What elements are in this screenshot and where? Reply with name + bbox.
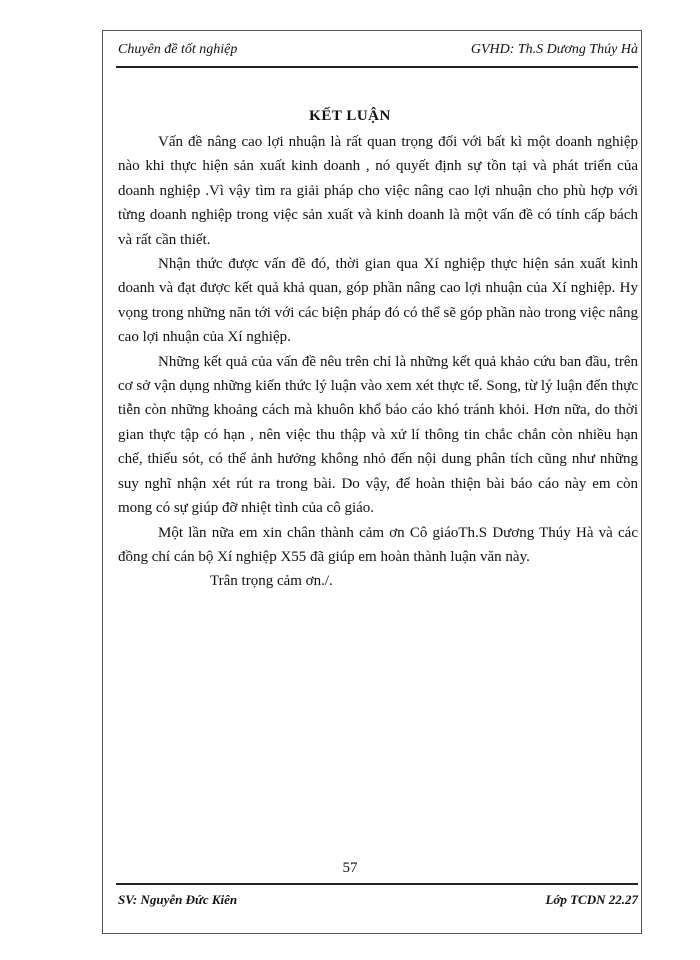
section-title: KẾT LUẬN bbox=[309, 108, 391, 124]
paragraph-3: Những kết quả của vấn đề nêu trên chỉ là những kết quả khảo cứu ban đầu, trên cơ sở vận dụng những kiến thức lý luận vào xem xét thực tế. Song, từ lý luận đến thực tiễn còn những khoảng cách mà khuôn khổ báo cáo khó tránh khỏi. Hơn nữa, do thời gian thực tập có hạn , nên việc thu thập và xử lí thông tin chắc chắn còn nhiều hạn chế, thiếu sót, có thể ảnh hưởng không nhỏ đến nội dung phân tích cũng như những suy nghĩ nhận xét rút ra trong bài. Do vậy, để hoàn thiện bài báo cáo này em còn mong có sự giúp đỡ nhiệt tình của cô giáo. bbox=[118, 353, 638, 517]
page-header bbox=[118, 40, 638, 64]
footer-student: SV: Nguyễn Đức Kiên bbox=[118, 892, 238, 907]
paragraph-4: Một lần nữa em xin chân thành cảm ơn Cô giáoTh.S Dương Thúy Hà và các đồng chí cán bộ Xí nghiệp X55 đã giúp em hoàn thành luận văn này. bbox=[118, 524, 638, 565]
header-advisor: GVHD: Th.S Dương Thúy Hà bbox=[470, 42, 638, 57]
page-number: 57 bbox=[342, 860, 358, 876]
paragraph-2: Nhận thức được vấn đề đó, thời gian qua Xí nghiệp thực hiện sản xuất kinh doanh và đạt được kết quả khả quan, góp phần nâng cao lợi nhuận của Xí nghiệp. Hy vọng trong những năn tới với các biện pháp đó có thể sẽ góp phần nào trong việc nâng cao lợi nhuận của Xí nghiệp. bbox=[118, 256, 638, 346]
footer-divider bbox=[116, 883, 638, 885]
footer-class: Lớp TCDN 22.27 bbox=[545, 892, 638, 907]
header-topic: Chuyên đề tốt nghiệp bbox=[118, 42, 238, 57]
header-divider bbox=[116, 66, 638, 68]
closing-line: Trân trọng cảm ơn./. bbox=[210, 573, 333, 590]
page-footer bbox=[118, 892, 638, 914]
body-text bbox=[118, 130, 638, 594]
paragraph-1: Vấn đề nâng cao lợi nhuận là rất quan trọng đối với bất kì một doanh nghiệp nào khi thực hiện sản xuất kinh doanh , nó quyết định sự tồn tại và phát triển của doanh nghiệp .Vì vậy tìm ra giải pháp cho việc nâng cao lợi nhuận cho phù hợp với từng doanh nghiệp trong việc sản xuất và kinh doanh là một vấn đề có tính cấp bách và rất cần thiết. bbox=[118, 134, 638, 248]
